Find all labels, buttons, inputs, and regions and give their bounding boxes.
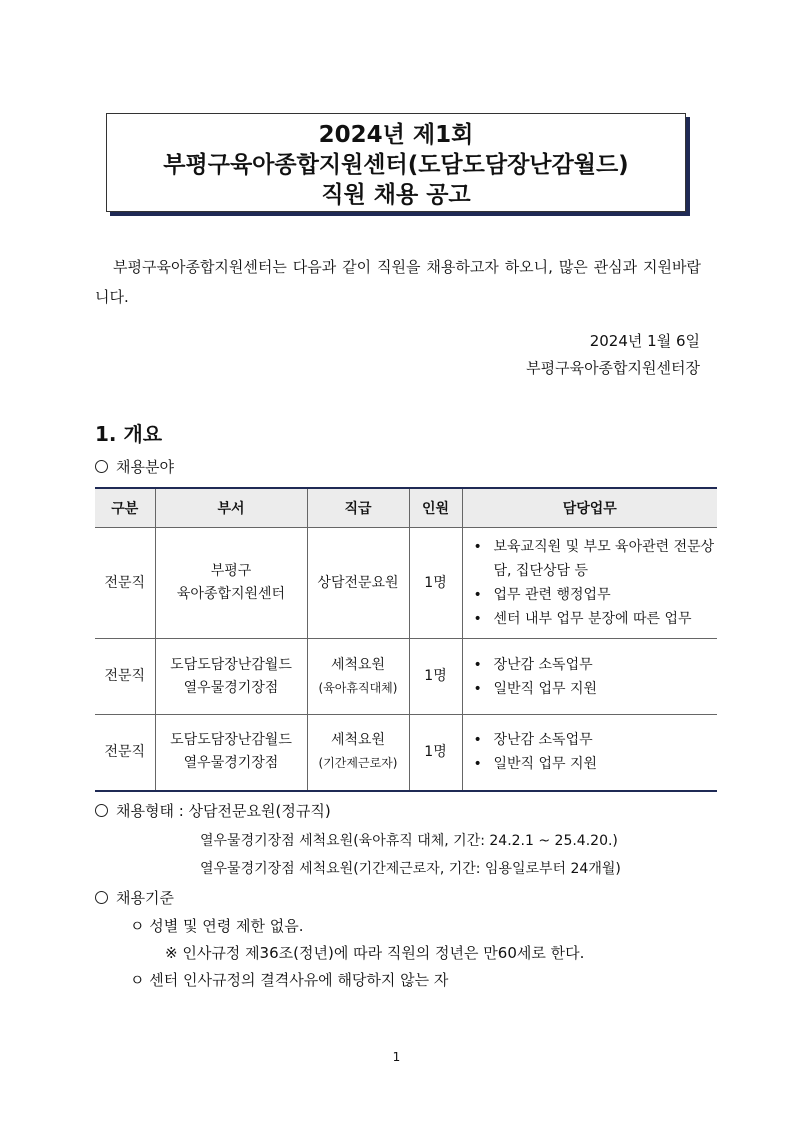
row-category: 전문직: [95, 528, 155, 639]
header-count: 인원: [409, 488, 462, 528]
row-category: 전문직: [95, 639, 155, 715]
row-department: [155, 639, 307, 715]
department-line: 도담도담장난감월드: [170, 656, 292, 673]
table-row: [95, 639, 717, 715]
title-box: [106, 113, 686, 212]
criteria-item: ㅇ 센터 인사규정의 결격사유에 해당하지 않는 자: [130, 971, 449, 989]
duty-item: • 보육교직원 및 부모 육아관련 전문상담, 집단상담 등: [472, 535, 717, 583]
row-duties: [462, 528, 717, 639]
circle-bullet-icon: [95, 891, 108, 904]
duty-item: • 일반직 업무 지원: [472, 677, 717, 701]
rank-sublabel: (육아휴직대체): [318, 680, 398, 695]
employment-type-label: 채용형태 : 상담전문요원(정규직): [116, 802, 331, 820]
duty-item: • 일반직 업무 지원: [472, 752, 717, 776]
row-duties: [462, 639, 717, 715]
circle-bullet-icon: [95, 460, 108, 473]
criteria-heading: [95, 887, 174, 908]
rank-sublabel: (기간제근로자): [318, 756, 398, 771]
table-header-row: [95, 488, 717, 528]
row-duties: [462, 715, 717, 791]
rank-label: 세척요원: [330, 732, 386, 749]
duty-item: • 센터 내부 업무 분장에 따른 업무: [472, 607, 717, 631]
criteria-note: ※ 인사규정 제36조(정년)에 따라 직원의 정년은 만60세로 한다.: [165, 944, 585, 962]
circle-bullet-icon: [95, 804, 108, 817]
employment-type-line: 열우물경기장점 세척요원(육아휴직 대체, 기간: 24.2.1 ~ 25.4.20.): [200, 833, 618, 849]
duty-item: • 업무 관련 행정업무: [472, 583, 717, 607]
recruitment-table: [95, 487, 717, 792]
header-rank: 직급: [307, 488, 409, 528]
field-heading: [95, 456, 174, 477]
row-rank: [307, 715, 409, 791]
announcement-date: 2024년 1월 6일: [589, 332, 700, 350]
row-count: 1명: [409, 715, 462, 791]
criteria-label: 채용기준: [116, 889, 174, 907]
table-row: [95, 528, 717, 639]
department-line: 열우물경기장점: [183, 679, 279, 696]
table-row: [95, 715, 717, 791]
criteria-item: ㅇ 성별 및 연령 제한 없음.: [130, 917, 304, 935]
row-rank: [307, 639, 409, 715]
intro-paragraph: 부평구육아종합지원센터는 다음과 같이 직원을 채용하고자 하오니, 많은 관심과 지원바랍니다.: [95, 258, 701, 306]
department-line: 부평구: [210, 563, 252, 579]
row-count: 1명: [409, 528, 462, 639]
employment-type-heading: [95, 800, 331, 821]
duty-item: • 장난감 소독업무: [472, 728, 717, 752]
duty-item: • 장난감 소독업무: [472, 653, 717, 677]
department-line: 육아종합지원센터: [176, 586, 286, 602]
organization-signature: 부평구육아종합지원센터장: [526, 359, 700, 377]
row-department: [155, 715, 307, 791]
header-category: 구분: [95, 488, 155, 528]
employment-type-line: 열우물경기장점 세척요원(기간제근로자, 기간: 임용일로부터 24개월): [200, 861, 621, 877]
row-count: 1명: [409, 639, 462, 715]
row-department: [155, 528, 307, 639]
row-category: 전문직: [95, 715, 155, 791]
section-title-overview: 1. 개요: [95, 422, 163, 446]
header-duties: 담당업무: [462, 488, 717, 528]
field-label: 채용분야: [116, 458, 174, 476]
department-line: 열우물경기장점: [183, 755, 279, 772]
rank-label: 세척요원: [330, 656, 386, 673]
row-rank: 상담전문요원: [307, 528, 409, 639]
title-line-2: 부평구육아종합지원센터(도담도담장난감월드): [163, 152, 629, 178]
header-department: 부서: [155, 488, 307, 528]
title-line-3: 직원 채용 공고: [321, 182, 471, 208]
page-number: 1: [392, 1050, 401, 1064]
department-line: 도담도담장난감월드: [170, 732, 292, 749]
title-line-1: 2024년 제1회: [318, 122, 474, 148]
